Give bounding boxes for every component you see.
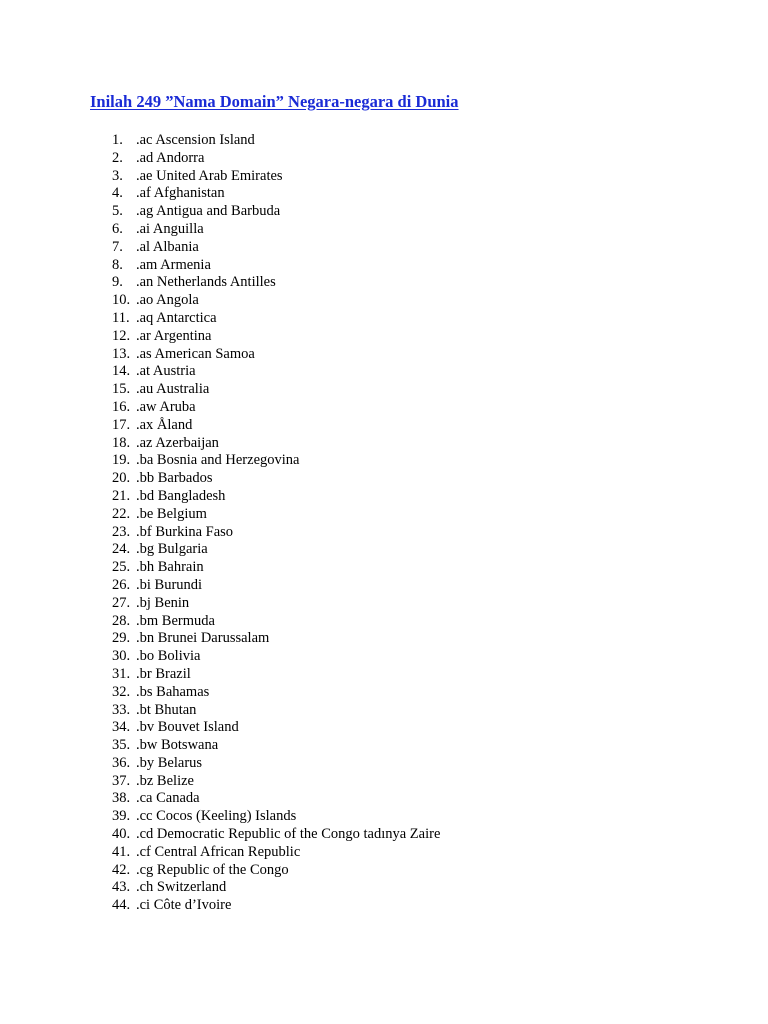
list-item-domain: .bj Benin xyxy=(136,594,190,611)
list-item-number: 20. xyxy=(112,470,131,487)
list-item-domain: .ad Andorra xyxy=(136,149,205,166)
list-item-domain: .aq Antarctica xyxy=(136,309,217,326)
list-item-domain: .bn Brunei Darussalam xyxy=(136,630,270,647)
list-item-domain: .ba Bosnia and Herzegovina xyxy=(136,452,300,469)
list-item-domain: .bf Burkina Faso xyxy=(136,523,234,540)
list-item-domain: .af Afghanistan xyxy=(136,185,225,202)
list-item-domain: .bd Bangladesh xyxy=(136,487,226,504)
list-item-domain: .bs Bahamas xyxy=(136,683,210,700)
list-item-number: 22. xyxy=(112,505,131,522)
list-item-domain: .ca Canada xyxy=(136,790,200,807)
list-item-number: 11. xyxy=(112,309,130,326)
list-item-domain: .cg Republic of the Congo xyxy=(136,861,289,878)
list-item-number: 42. xyxy=(112,861,131,878)
list-item-domain: .as American Samoa xyxy=(136,345,255,362)
list-item-number: 9. xyxy=(112,274,123,291)
list-item-number: 4. xyxy=(112,185,123,202)
list-item-domain: .cd Democratic Republic of the Congo tadınya Zaire xyxy=(136,826,441,843)
list-item-domain: .bv Bouvet Island xyxy=(136,719,239,736)
list-item-domain: .ci Côte d’Ivoire xyxy=(136,897,232,914)
list-item-domain: .az Azerbaijan xyxy=(136,434,219,451)
list-item-number: 15. xyxy=(112,381,131,398)
list-item-number: 36. xyxy=(112,754,131,771)
list-item-number: 10. xyxy=(112,292,131,309)
list-item-number: 26. xyxy=(112,576,131,593)
list-item-domain: .ch Switzerland xyxy=(136,879,227,896)
list-item-number: 5. xyxy=(112,203,123,220)
list-item-domain: .br Brazil xyxy=(136,665,191,682)
list-item-domain: .by Belarus xyxy=(136,754,203,771)
list-item-number: 28. xyxy=(112,612,131,629)
list-item-domain: .al Albania xyxy=(136,238,199,255)
list-item-number: 18. xyxy=(112,434,131,451)
list-item-domain: .au Australia xyxy=(136,381,210,398)
list-item-number: 35. xyxy=(112,737,131,754)
list-item-domain: .cc Cocos (Keeling) Islands xyxy=(136,808,297,825)
list-item-number: 33. xyxy=(112,701,131,718)
list-item-number: 25. xyxy=(112,559,131,576)
list-item-number: 40. xyxy=(112,826,131,843)
list-item-domain: .an Netherlands Antilles xyxy=(136,274,276,291)
list-item-domain: .bw Botswana xyxy=(136,737,219,754)
list-item-domain: .bh Bahrain xyxy=(136,559,204,576)
list-item-domain: .ac Ascension Island xyxy=(136,132,255,148)
list-item-domain: .am Armenia xyxy=(136,256,211,273)
list-item-domain: .be Belgium xyxy=(136,505,207,522)
list-item-number: 6. xyxy=(112,220,123,237)
list-item-number: 13. xyxy=(112,345,131,362)
list-item-domain: .bi Burundi xyxy=(136,576,203,593)
list-item-number: 14. xyxy=(112,363,131,380)
list-item-number: 23. xyxy=(112,523,131,540)
list-item-number: 24. xyxy=(112,541,131,558)
list-item-number: 2. xyxy=(112,149,123,166)
document-title-link[interactable]: Inilah 249 ”Nama Domain” Negara-negara di Dunia xyxy=(90,92,459,111)
list-item-number: 17. xyxy=(112,416,131,433)
list-item-number: 41. xyxy=(112,843,131,860)
list-item-domain: .ax Åland xyxy=(136,416,193,433)
list-item-domain: .bm Bermuda xyxy=(136,612,215,629)
list-item-domain: .ag Antigua and Barbuda xyxy=(136,203,281,220)
list-item-number: 12. xyxy=(112,327,131,344)
list-item-number: 39. xyxy=(112,808,131,825)
list-item-number: 30. xyxy=(112,648,131,665)
list-item-number: 32. xyxy=(112,683,131,700)
list-item-number: 19. xyxy=(112,452,131,469)
list-item-domain: .bo Bolivia xyxy=(136,648,201,665)
list-item-domain: .ae United Arab Emirates xyxy=(136,167,283,184)
list-item-number: 44. xyxy=(112,897,131,914)
list-item-domain: .bg Bulgaria xyxy=(136,541,208,558)
list-item-number: 8. xyxy=(112,256,123,273)
list-item-domain: .bz Belize xyxy=(136,772,194,789)
list-item-domain: .ai Anguilla xyxy=(136,220,204,237)
list-item-number: 37. xyxy=(112,772,131,789)
list-item-domain: .cf Central African Republic xyxy=(136,843,301,860)
list-item-number: 34. xyxy=(112,719,131,736)
list-item-number: 21. xyxy=(112,487,131,504)
list-item-number: 16. xyxy=(112,398,131,415)
list-item-domain: .ar Argentina xyxy=(136,327,212,344)
list-item-number: 31. xyxy=(112,665,131,682)
list-item-domain: .bt Bhutan xyxy=(136,701,197,718)
list-item-number: 38. xyxy=(112,790,131,807)
list-item-domain: .ao Angola xyxy=(136,292,199,309)
list-item-number: 7. xyxy=(112,238,123,255)
list-item-domain: .at Austria xyxy=(136,363,196,380)
list-item-number: 29. xyxy=(112,630,131,647)
list-item-number: 27. xyxy=(112,594,131,611)
list-item-domain: .aw Aruba xyxy=(136,398,196,415)
list-item-domain: .bb Barbados xyxy=(136,470,213,487)
list-item-number: 3. xyxy=(112,167,123,184)
list-item-number: 43. xyxy=(112,879,131,896)
list-item-number: 1. xyxy=(112,132,123,148)
